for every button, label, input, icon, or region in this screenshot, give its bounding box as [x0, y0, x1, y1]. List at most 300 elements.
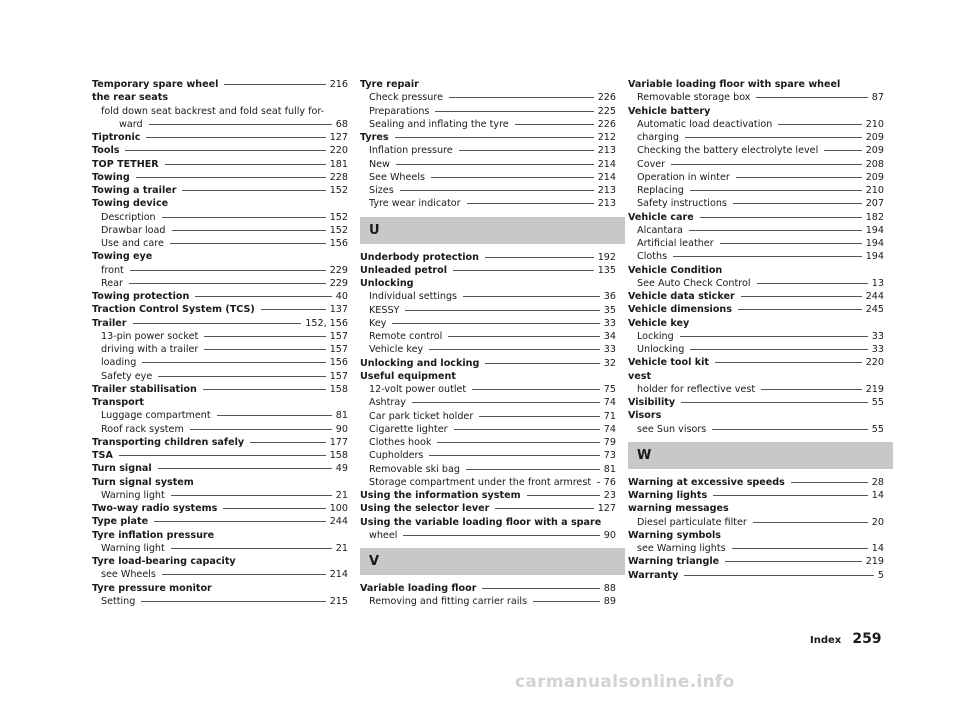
index-heading-text: Towing eye: [92, 251, 153, 263]
entry-text: Cloths: [637, 251, 668, 263]
index-heading: [360, 277, 616, 290]
entry-page-ref[interactable]: 152: [329, 185, 348, 196]
entry-text: Unlocking: [637, 344, 685, 355]
entry-page-ref[interactable]: 226: [597, 92, 616, 104]
entry-page-ref[interactable]: 76: [603, 476, 616, 488]
entry-page-ref[interactable]: 156: [329, 238, 348, 249]
entry-text: Tyres: [360, 132, 389, 143]
index-subentry[interactable]: [360, 343, 616, 356]
entry-page-ref[interactable]: 23: [603, 490, 616, 501]
entry-page-ref[interactable]: 209: [865, 132, 884, 143]
index-subentry[interactable]: [360, 158, 616, 171]
index-subentry[interactable]: [628, 542, 884, 555]
index-subentry[interactable]: [360, 476, 616, 489]
index-subentry[interactable]: [360, 436, 616, 449]
entry-text: Removable storage box: [637, 92, 751, 104]
entry-page-ref[interactable]: 226: [597, 118, 616, 130]
index-column-3: [628, 78, 884, 582]
entry-page-ref[interactable]: 214: [597, 171, 616, 183]
entry-page-ref[interactable]: 127: [329, 132, 348, 143]
entry-page-ref[interactable]: 49: [335, 463, 348, 475]
entry-page-ref[interactable]: 100: [329, 503, 348, 514]
entry-page-ref[interactable]: 90: [335, 423, 348, 435]
index-entry[interactable]: [92, 290, 348, 303]
entry-text: Removable ski bag: [369, 463, 460, 475]
index-subentry[interactable]: [360, 423, 616, 436]
leader-dots: [195, 296, 331, 297]
index-subentry[interactable]: [360, 197, 616, 210]
entry-page-ref[interactable]: 81: [603, 463, 616, 475]
entry-page-ref[interactable]: 216: [329, 79, 348, 90]
entry-continuation: [360, 529, 616, 542]
index-entry[interactable]: [628, 569, 884, 582]
leader-dots: [453, 270, 594, 271]
entry-text: Warning triangle: [628, 556, 720, 568]
entry-page-ref[interactable]: 219: [865, 556, 884, 568]
entry-page-ref[interactable]: 90: [603, 529, 616, 541]
leader-dots: [485, 257, 594, 258]
index-heading-text: Towing device: [92, 198, 169, 210]
entry-page-ref[interactable]: 209: [865, 171, 884, 183]
index-heading: [628, 529, 884, 542]
index-entry[interactable]: [92, 78, 348, 91]
entry-page-ref[interactable]: 33: [603, 344, 616, 356]
entry-page-ref[interactable]: 20: [871, 516, 884, 528]
entry-text: Description: [101, 211, 156, 223]
leader-dots: [142, 362, 325, 363]
leader-dots: [756, 97, 867, 98]
entry-page-ref[interactable]: 214: [597, 158, 616, 170]
index-subentry[interactable]: [360, 118, 616, 131]
index-subentry[interactable]: [360, 330, 616, 343]
entry-page-ref[interactable]: 28: [871, 476, 884, 488]
entry-text: Cover: [637, 158, 666, 170]
index-heading: [628, 78, 884, 91]
leader-dots: [203, 389, 326, 390]
index-subentry[interactable]: [628, 423, 884, 436]
index-subentry[interactable]: [92, 224, 348, 237]
leader-dots: [204, 336, 325, 337]
leader-dots: [690, 190, 862, 191]
entry-text: Trailer stabilisation: [92, 383, 197, 395]
index-entry[interactable]: [92, 317, 348, 330]
entry-page-ref[interactable]: 14: [871, 543, 884, 554]
leader-dots: [171, 495, 332, 496]
entry-page-ref[interactable]: 207: [865, 198, 884, 210]
leader-dots: [725, 561, 862, 562]
entry-page-ref[interactable]: 74: [603, 423, 616, 435]
index-subentry[interactable]: [628, 197, 884, 210]
leader-dots: [141, 601, 325, 602]
entry-text: front: [101, 264, 124, 276]
entry-page-ref[interactable]: 135: [597, 264, 616, 276]
entry-text: Tiptronic: [92, 132, 141, 143]
index-subentry[interactable]: [92, 211, 348, 224]
entry-page-ref[interactable]: 33: [871, 344, 884, 355]
leader-dots: [170, 243, 326, 244]
entry-page-ref[interactable]: 88: [603, 583, 616, 594]
entry-text: Inflation pressure: [369, 145, 453, 157]
entry-page-ref[interactable]: 192: [597, 251, 616, 263]
index-subentry[interactable]: [628, 224, 884, 237]
index-heading-text: Visors: [628, 410, 662, 422]
index-heading: [92, 476, 348, 489]
index-subentry[interactable]: [628, 131, 884, 144]
index-subentry[interactable]: [360, 304, 616, 317]
entry-page-ref[interactable]: 244: [329, 516, 348, 528]
entry-page-ref[interactable]: 158: [329, 383, 348, 395]
entry-text: Vehicle tool kit: [628, 357, 709, 369]
entry-text: Checking the battery electrolyte level: [637, 145, 819, 157]
entry-page-ref[interactable]: 215: [329, 595, 348, 607]
index-subentry[interactable]: [92, 423, 348, 436]
entry-page-ref[interactable]: 127: [597, 503, 616, 515]
index-subentry[interactable]: [628, 516, 884, 529]
entry-text: Unleaded petrol: [360, 264, 448, 276]
index-heading-text: Tyre load-bearing capacity: [92, 556, 236, 567]
index-subentry[interactable]: [92, 356, 348, 369]
index-subentry[interactable]: [360, 171, 616, 184]
index-subentry[interactable]: [628, 118, 884, 131]
index-subentry[interactable]: [92, 237, 348, 250]
leader-dots: [392, 323, 599, 324]
index-subentry[interactable]: [92, 370, 348, 383]
entry-text: holder for reflective vest: [637, 383, 756, 395]
entry-text-line1: fold down seat backrest and fold seat fully for-: [101, 105, 325, 117]
index-entry[interactable]: [360, 264, 616, 277]
index-subentry[interactable]: [628, 330, 884, 343]
entry-text: See Auto Check Control: [637, 277, 751, 289]
index-subentry[interactable]: [360, 290, 616, 303]
leader-dots: [149, 124, 332, 125]
index-entry[interactable]: [92, 436, 348, 449]
index-subentry[interactable]: [92, 343, 348, 356]
index-column-1: [92, 78, 348, 608]
entry-text: 13-pin power socket: [101, 330, 199, 342]
index-subentry[interactable]: [360, 317, 616, 330]
entry-page-ref[interactable]: 156: [329, 357, 348, 369]
entry-text: Automatic load deactivation: [637, 118, 773, 130]
index-subentry[interactable]: [92, 277, 348, 290]
footer-section-label: Index: [810, 635, 842, 646]
leader-dots: [165, 164, 326, 165]
leader-dots: [681, 402, 868, 403]
index-subentry[interactable]: [628, 343, 884, 356]
index-subentry[interactable]: [360, 595, 616, 608]
index-subentry[interactable]: [360, 396, 616, 409]
index-heading: [92, 529, 348, 542]
entry-text: Tools: [92, 145, 120, 157]
index-entry[interactable]: [360, 489, 616, 502]
index-subentry[interactable]: [92, 409, 348, 422]
entry-text: loading: [101, 357, 137, 369]
index-entry[interactable]: [360, 502, 616, 515]
index-heading-text: Vehicle battery: [628, 105, 711, 117]
leader-dots: [778, 124, 861, 125]
entry-text: Tyre wear indicator: [369, 198, 461, 210]
entry-page-ref[interactable]: 208: [865, 158, 884, 170]
index-heading-text: Useful equipment: [360, 370, 456, 382]
index-subentry[interactable]: [360, 383, 616, 396]
entry-page-ref[interactable]: 219: [865, 383, 884, 395]
leader-dots: [463, 296, 600, 297]
entry-page-ref[interactable]: 194: [865, 251, 884, 263]
leader-dots: [454, 429, 600, 430]
index-entry[interactable]: [360, 357, 616, 370]
entry-page-ref[interactable]: 194: [865, 238, 884, 249]
entry-page-ref[interactable]: 68: [335, 118, 348, 130]
entry-page-ref[interactable]: 152, 156: [305, 317, 348, 329]
index-heading-text: the rear seats: [92, 92, 169, 104]
index-entry[interactable]: [360, 582, 616, 595]
index-heading-text: Vehicle key: [628, 317, 690, 329]
entry-page-ref[interactable]: 13: [871, 277, 884, 289]
index-subentry[interactable]: [360, 449, 616, 462]
entry-text-line1: Using the variable loading floor with a spare: [360, 516, 602, 528]
leader-dots: [466, 469, 600, 470]
index-heading: [360, 78, 616, 91]
index-entry[interactable]: [628, 555, 884, 568]
watermark: carmanualsonline.info: [515, 672, 735, 692]
index-subentry[interactable]: [360, 463, 616, 476]
entry-text: 12-volt power outlet: [369, 384, 467, 395]
index-heading-text: warning messages: [628, 503, 729, 515]
entry-page-ref[interactable]: 55: [871, 423, 884, 435]
index-entry[interactable]: [92, 449, 348, 462]
leader-dots: [479, 416, 600, 417]
index-subentry[interactable]: [92, 264, 348, 277]
entry-page-ref[interactable]: 35: [603, 304, 616, 316]
index-subentry[interactable]: [628, 158, 884, 171]
entry-page-ref[interactable]: 181: [329, 158, 348, 170]
index-subentry[interactable]: [92, 489, 348, 502]
entry-text: Visibility: [628, 397, 676, 408]
index-entry[interactable]: [92, 515, 348, 528]
entry-page-ref[interactable]: 158: [329, 450, 348, 461]
leader-dots: [403, 535, 599, 536]
entry-page-ref[interactable]: 71: [603, 410, 616, 422]
index-heading: [92, 555, 348, 568]
entry-page-ref[interactable]: 74: [603, 397, 616, 409]
entry-text: Operation in winter: [637, 171, 730, 183]
entry-page-ref[interactable]: 21: [335, 489, 348, 501]
index-entry[interactable]: [92, 184, 348, 197]
entry-page-ref[interactable]: 5: [877, 569, 884, 581]
entry-page-ref[interactable]: 214: [329, 569, 348, 581]
entry-page-ref[interactable]: 212: [597, 132, 616, 143]
index-entry[interactable]: [92, 144, 348, 157]
index-heading-text: Turn signal system: [92, 476, 194, 488]
leader-dots: [736, 177, 862, 178]
entry-page-ref[interactable]: 244: [865, 291, 884, 302]
entry-page-ref[interactable]: 33: [603, 317, 616, 329]
entry-text: Sizes: [369, 185, 394, 196]
leader-dots: [741, 296, 862, 297]
index-subentry[interactable]: [360, 144, 616, 157]
entry-text: Clothes hook: [369, 437, 432, 448]
entry-text: Using the selector lever: [360, 503, 490, 515]
entry-page-ref[interactable]: 40: [335, 291, 348, 302]
entry-page-ref[interactable]: 177: [329, 436, 348, 448]
index-entry[interactable]: [92, 383, 348, 396]
entry-page-ref[interactable]: 220: [865, 357, 884, 369]
entry-page-ref[interactable]: 209: [865, 145, 884, 157]
entry-page-ref[interactable]: 229: [329, 277, 348, 289]
index-subentry[interactable]: [628, 277, 884, 290]
index-subentry[interactable]: [360, 184, 616, 197]
entry-page-ref[interactable]: 220: [329, 145, 348, 157]
leader-dots: [224, 84, 325, 85]
index-entry[interactable]: [628, 303, 884, 316]
entry-text: Vehicle care: [628, 211, 694, 223]
entry-page-ref[interactable]: 245: [865, 304, 884, 316]
entry-page-ref[interactable]: 137: [329, 304, 348, 316]
entry-text: Locking: [637, 330, 674, 342]
entry-text: Warning light: [101, 542, 165, 554]
entry-page-ref[interactable]: 21: [335, 542, 348, 554]
index-entry[interactable]: [92, 158, 348, 171]
entry-page-ref[interactable]: 79: [603, 437, 616, 448]
index-subentry[interactable]: [92, 330, 348, 343]
index-letter-header: U: [360, 217, 625, 244]
index-heading: [628, 409, 884, 422]
index-subentry[interactable]: [92, 595, 348, 608]
index-subentry[interactable]: [628, 383, 884, 396]
leader-dots: [146, 137, 325, 138]
index-heading: [628, 317, 884, 330]
entry-text: Setting: [101, 595, 136, 607]
entry-page-ref[interactable]: 213: [597, 198, 616, 210]
entry-page-ref[interactable]: 81: [335, 410, 348, 422]
entry-text: Sealing and inflating the tyre: [369, 118, 509, 130]
entry-page-ref[interactable]: 210: [865, 185, 884, 196]
index-entry[interactable]: [628, 356, 884, 369]
index-heading: [360, 370, 616, 383]
entry-text: Key: [369, 317, 387, 329]
leader-dots: [673, 256, 862, 257]
leader-dots: [136, 177, 326, 178]
entry-page-ref[interactable]: 210: [865, 118, 884, 130]
entry-text: Check pressure: [369, 92, 443, 104]
entry-page-ref[interactable]: 89: [603, 596, 616, 608]
index-subentry[interactable]: [92, 542, 348, 555]
entry-text: See Wheels: [369, 171, 425, 183]
entry-page-ref[interactable]: 34: [603, 331, 616, 342]
leader-dots: [824, 150, 861, 151]
index-heading: [628, 370, 884, 383]
entry-text: Vehicle key: [369, 344, 424, 356]
index-subentry[interactable]: [360, 105, 616, 118]
index-heading: [628, 502, 884, 515]
entry-text: Storage compartment under the front armrest: [369, 476, 592, 488]
index-entry[interactable]: [628, 396, 884, 409]
index-entry[interactable]: [628, 489, 884, 502]
entry-text: TSA: [92, 450, 113, 461]
entry-page-ref[interactable]: 75: [603, 384, 616, 395]
entry-page-ref[interactable]: 87: [871, 92, 884, 104]
entry-text: Removing and fitting carrier rails: [369, 596, 528, 608]
leader-dots: [129, 283, 326, 284]
entry-page-ref[interactable]: 213: [597, 145, 616, 157]
entry-page-ref[interactable]: 157: [329, 330, 348, 342]
entry-text: Turn signal: [92, 463, 152, 475]
entry-text: Towing a trailer: [92, 185, 177, 196]
index-heading: [92, 197, 348, 210]
leader-dots: [396, 164, 594, 165]
entry-page-ref[interactable]: 14: [871, 490, 884, 501]
index-subentry[interactable]: [628, 171, 884, 184]
entry-page-ref[interactable]: 33: [871, 330, 884, 342]
index-subentry[interactable]: [628, 184, 884, 197]
index-subentry[interactable]: [360, 410, 616, 423]
leader-dots: [405, 310, 599, 311]
index-heading: [628, 264, 884, 277]
entry-page-ref[interactable]: 55: [871, 397, 884, 408]
page-footer: [810, 628, 882, 647]
index-subentry[interactable]: [92, 568, 348, 581]
index-entry[interactable]: [628, 476, 884, 489]
leader-dots: [158, 376, 325, 377]
index-entry[interactable]: [360, 516, 616, 543]
leader-dots: [449, 97, 594, 98]
leader-dots: [732, 548, 868, 549]
entry-page-ref[interactable]: 152: [329, 224, 348, 236]
entry-page-ref[interactable]: 152: [329, 211, 348, 223]
leader-dots: [533, 601, 600, 602]
index-subentry[interactable]: [628, 144, 884, 157]
entry-page-ref[interactable]: 157: [329, 370, 348, 382]
index-entry[interactable]: [360, 131, 616, 144]
entry-page-ref[interactable]: 213: [597, 185, 616, 196]
index-subentry[interactable]: [628, 250, 884, 263]
entry-page-ref[interactable]: 225: [597, 105, 616, 117]
entry-page-ref[interactable]: 228: [329, 171, 348, 183]
leader-dots: [527, 495, 600, 496]
index-entry[interactable]: [360, 251, 616, 264]
entry-page-ref[interactable]: 32: [603, 357, 616, 369]
index-entry[interactable]: [628, 290, 884, 303]
leader-dots: [217, 415, 332, 416]
index-entry[interactable]: [92, 171, 348, 184]
index-subentry[interactable]: [628, 237, 884, 250]
entry-page-ref[interactable]: 36: [603, 291, 616, 303]
entry-text: see Sun visors: [637, 423, 707, 435]
index-entry[interactable]: [628, 211, 884, 224]
entry-text: Luggage compartment: [101, 410, 211, 422]
index-entry[interactable]: [92, 303, 348, 316]
leader-dots: [738, 309, 862, 310]
entry-text: Vehicle dimensions: [628, 304, 732, 316]
leader-dots: [700, 217, 862, 218]
entry-page-ref[interactable]: 73: [603, 450, 616, 462]
entry-page-ref[interactable]: 194: [865, 224, 884, 236]
index-subentry[interactable]: [360, 91, 616, 104]
index-entry[interactable]: [92, 462, 348, 475]
entry-page-ref[interactable]: 157: [329, 344, 348, 355]
entry-text: Remote control: [369, 331, 443, 342]
index-heading-text: Tyre inflation pressure: [92, 529, 215, 541]
index-subentry[interactable]: [628, 91, 884, 104]
leader-dots: [761, 389, 862, 390]
index-entry[interactable]: [92, 131, 348, 144]
entry-text: New: [369, 158, 390, 170]
leader-dots: [412, 402, 600, 403]
index-subentry[interactable]: [92, 105, 348, 132]
index-entry[interactable]: [92, 502, 348, 515]
entry-page-ref[interactable]: 229: [329, 264, 348, 276]
entry-page-ref[interactable]: 182: [865, 211, 884, 223]
entry-text: charging: [637, 132, 679, 143]
